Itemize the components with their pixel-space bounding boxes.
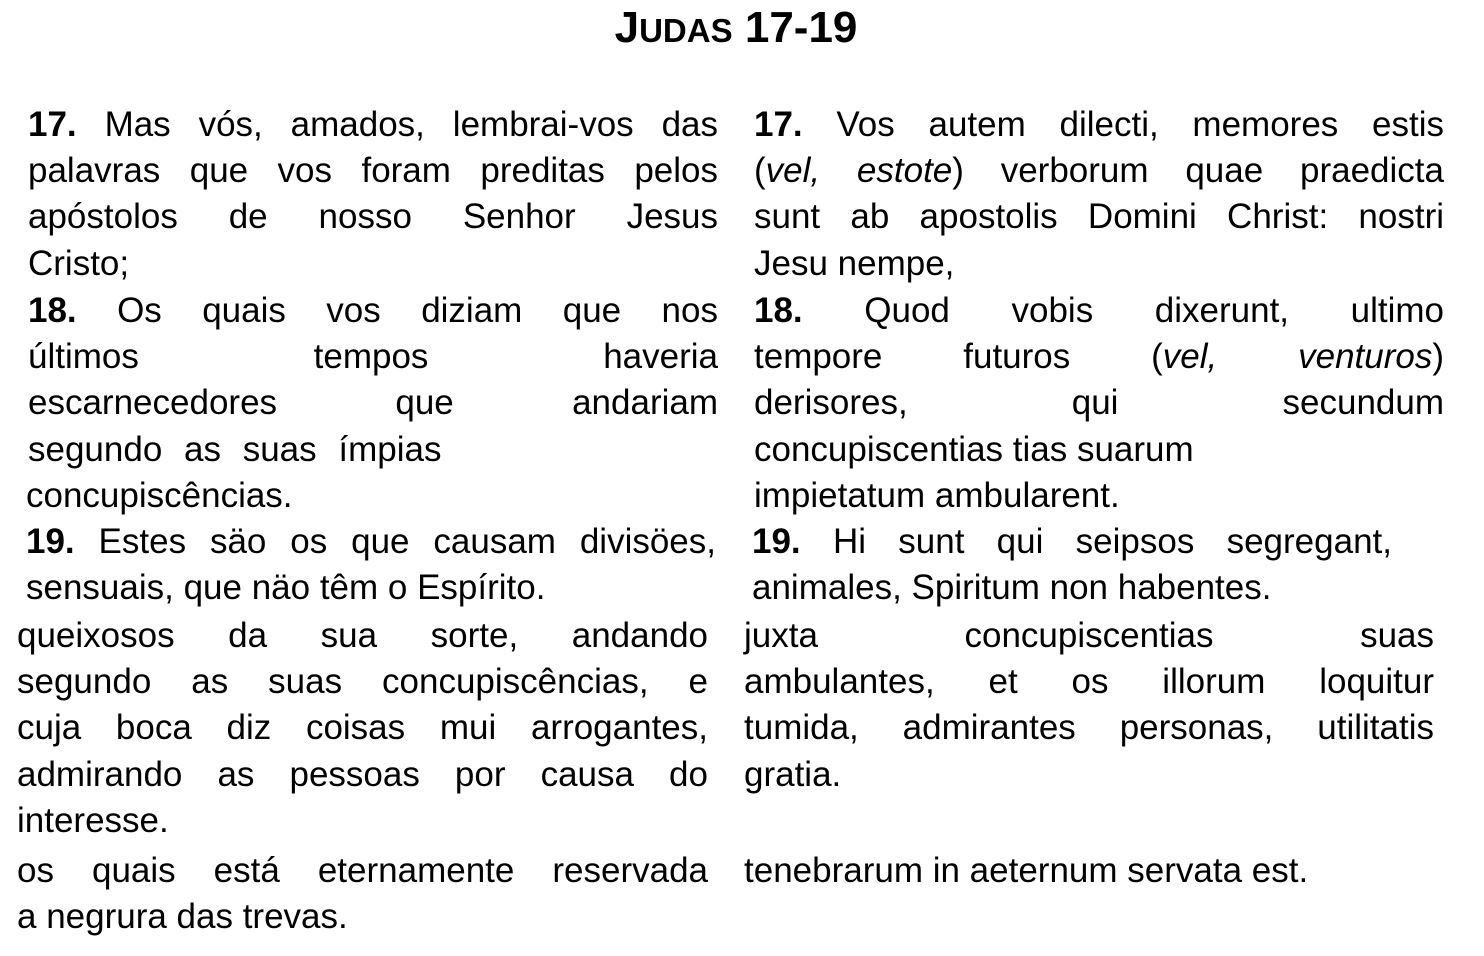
verse-line: cuja boca diz coisas mui arrogantes,: [17, 708, 708, 748]
verse-19-latin: [752, 519, 1392, 611]
verse-line: impietatum ambularent.: [754, 475, 1120, 515]
verse-line: últimos tempos haveria: [28, 337, 718, 377]
title-reference: 17-19: [744, 3, 858, 52]
verse-line: Cristo;: [28, 243, 130, 283]
verse-number: 18.: [754, 291, 803, 330]
verse-line: apóstolos de nosso Senhor Jesus: [28, 197, 718, 237]
verse-line: os quais está eternamente reservada: [17, 851, 708, 890]
verse-number: 19.: [752, 522, 801, 561]
verse-number: 19.: [26, 522, 75, 561]
verse-text: Hi sunt qui seipsos segregant,: [832, 522, 1392, 561]
verse-text: Os quais vos diziam que nos: [117, 291, 718, 330]
verse-line: juxta concupiscentias suas: [744, 616, 1434, 655]
verse-text: Vos autem dilecti, memores estis: [836, 105, 1444, 144]
verse-line: concupiscências.: [26, 475, 293, 515]
verse-line: queixosos da sua sorte, andando: [17, 616, 708, 655]
verse-line: segundo as suas concupiscências, e: [17, 662, 708, 702]
verse-number: 18.: [28, 291, 77, 330]
verse-line: [754, 334, 1444, 380]
verse-line: concupiscentias tias suarum: [754, 429, 1194, 469]
verse-line: animales, Spiritum non habentes.: [752, 568, 1272, 608]
page-title: [0, 2, 1472, 57]
italic-variant: vel, venturos: [1162, 337, 1433, 377]
verse-text: ) verborum quae praedicta: [952, 151, 1444, 191]
verse-line: [26, 519, 716, 565]
paren-open: (: [754, 151, 766, 191]
verse-line: admirando as pessoas por causa do: [17, 754, 708, 794]
verse-line: [28, 288, 718, 334]
verse-number: 17.: [28, 105, 77, 144]
verse-line: gratia.: [744, 754, 842, 794]
verse-line: sensuais, que näo têm o Espírito.: [26, 568, 546, 608]
verse-18-latin: [754, 288, 1444, 519]
verse-line: tumida, admirantes personas, utilitatis: [744, 708, 1434, 748]
verse-line: tenebrarum in aeternum servata est.: [744, 851, 1309, 890]
title-rest: UDAS: [639, 12, 733, 49]
verse-line: [754, 148, 1444, 194]
verse-line: a negrura das trevas.: [17, 897, 348, 937]
verse-line: [754, 288, 1444, 334]
paren-close: ): [1432, 337, 1445, 377]
verse-line: Jesu nempe,: [754, 243, 955, 283]
fragment-portuguese-1: [17, 613, 708, 844]
verse-line: [752, 519, 1392, 565]
verse-text: Quod vobis dixerunt, ultimo: [864, 291, 1444, 330]
verse-text: Mas vós, amados, lembrai-vos das: [104, 105, 718, 144]
verse-line: interesse.: [17, 800, 169, 840]
verse-line: derisores, qui secundum: [754, 383, 1444, 423]
italic-variant: vel, estote: [765, 151, 953, 191]
verse-text: tempore futuros (: [754, 337, 1163, 377]
verse-number: 17.: [754, 105, 803, 144]
verse-18-portuguese: [28, 288, 718, 519]
verse-line: [28, 102, 718, 148]
verse-line: palavras que vos foram preditas pelos: [28, 151, 718, 191]
verse-17-portuguese: [28, 102, 718, 287]
verse-line: ambulantes, et os illorum loquitur: [744, 662, 1434, 702]
title-initial: J: [614, 3, 640, 52]
verse-text: Estes säo os que causam divisöes,: [98, 522, 716, 561]
verse-line: escarnecedores que andariam: [28, 383, 718, 423]
fragment-latin-2: [744, 848, 1434, 894]
verse-19-portuguese: [26, 519, 716, 611]
fragment-portuguese-2: [17, 848, 708, 940]
verse-17-latin: [754, 102, 1444, 287]
fragment-latin-1: [744, 613, 1434, 798]
verse-line: segundo as suas ímpias: [28, 429, 442, 469]
verse-line: sunt ab apostolis Domini Christ: nostri: [754, 197, 1444, 237]
verse-line: [754, 102, 1444, 148]
